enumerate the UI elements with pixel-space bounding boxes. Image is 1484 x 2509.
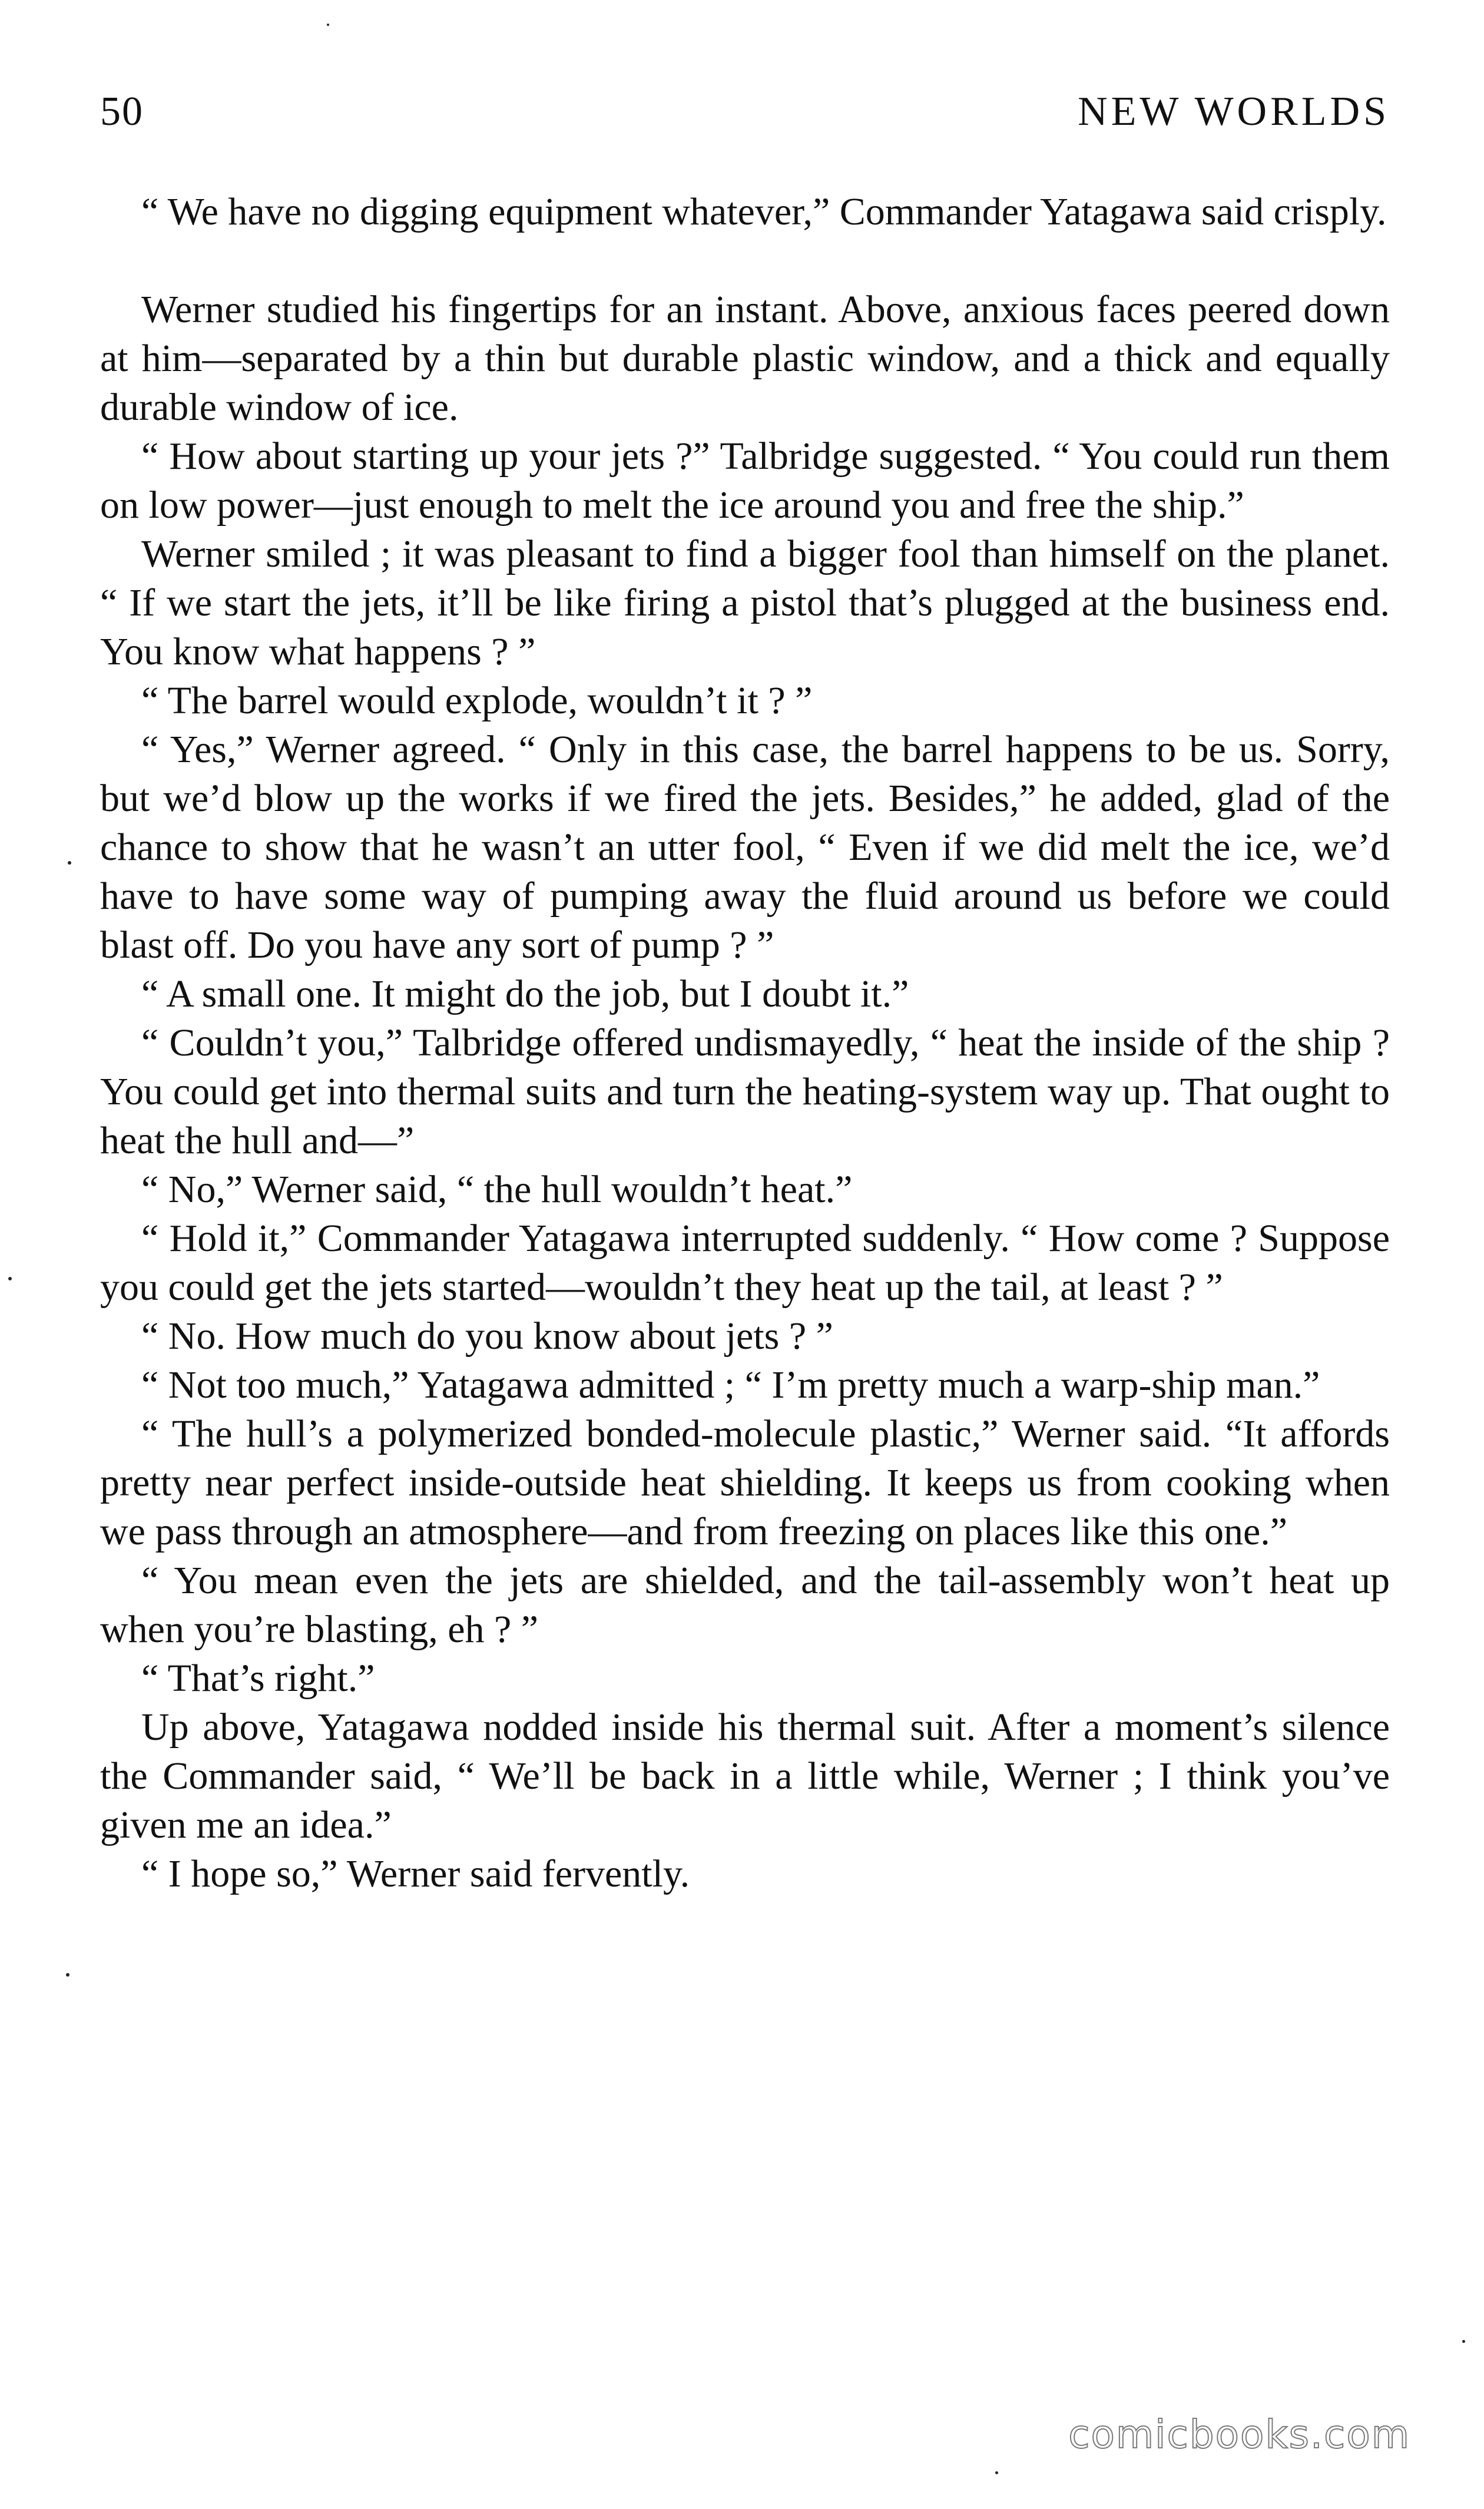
paragraph: “ No,” Werner said, “ the hull wouldn’t heat.” — [141, 1168, 853, 1211]
paragraph: “ That’s right.” — [141, 1657, 375, 1700]
paragraph: “ Not too much,” Yatagawa admitted ; “ I’m pretty much a warp-ship man.” — [141, 1363, 1320, 1406]
paragraph: “ You mean even the jets are shielded, and the tail-assembly won’t heat up when you’re blasting, eh ? ” — [100, 1559, 1390, 1651]
page-number: 50 — [100, 89, 144, 134]
print-speck — [66, 1973, 69, 1977]
paragraph: “ We have no digging equipment whatever,” Commander Yatagawa said crisply. — [141, 190, 1387, 233]
print-speck — [68, 861, 71, 865]
paragraph: Werner smiled ; it was pleasant to find a bigger fool than himself on the planet. “ If we start the jets, it’ll be like firing a pistol that’s plugged at the business end. You know what happens ? ” — [100, 532, 1390, 673]
print-speck — [327, 24, 329, 26]
paragraph: “ A small one. It might do the job, but I doubt it.” — [141, 972, 909, 1015]
print-speck — [995, 2471, 998, 2474]
paragraph: “ Yes,” Werner agreed. “ Only in this case, the barrel happens to be us. Sorry, but we’d blow up the works if we fired the jets. Besides,” he added, glad of the chance to show that he wasn’t an utter fool, “ Even if we did melt the ice, we’d have to have some way of pumping away the fluid around us before we could blast off. Do you have any sort of pump ? ” — [100, 728, 1390, 966]
page-body — [100, 187, 1390, 1898]
paragraph: “ Hold it,” Commander Yatagawa interrupted suddenly. “ How come ? Suppose you could get the jets started—wouldn’t they heat up the tail, at least ? ” — [100, 1217, 1390, 1309]
running-head: NEW WORLDS — [1078, 89, 1390, 134]
paragraph: “ The hull’s a polymerized bonded-molecule plastic,” Werner said. “It affords pretty near perfect inside-outside heat shielding. It keeps us from cooking when we pass through an atmosphere—and from freezing on places like this one.” — [100, 1412, 1390, 1553]
paragraph: “ Couldn’t you,” Talbridge offered undismayedly, “ heat the inside of the ship ? You could get into thermal suits and turn the heating-system way up. That ought to heat the hull and—” — [100, 1021, 1390, 1162]
paragraph: “ No. How much do you know about jets ? ” — [141, 1315, 833, 1358]
paragraph: “ The barrel would explode, wouldn’t it ? ” — [141, 679, 813, 722]
paragraph: Up above, Yatagawa nodded inside his thermal suit. After a moment’s silence the Commander said, “ We’ll be back in a little while, Werner ; I think you’ve given me an idea.” — [100, 1706, 1390, 1846]
print-speck — [1462, 2340, 1465, 2343]
print-speck — [8, 1277, 12, 1280]
paragraph: Werner studied his fingertips for an instant. Above, anxious faces peered down at him—separated by a thin but durable plastic window, and a thick and equally durable window of ice. — [100, 288, 1390, 429]
page-header — [100, 88, 1390, 153]
site-watermark: comicbooks.com — [1068, 2412, 1410, 2457]
paragraph: “ How about starting up your jets ?” Talbridge suggested. “ You could run them on low power—just enough to melt the ice around you and free the ship.” — [100, 435, 1390, 527]
paragraph: “ I hope so,” Werner said fervently. — [141, 1852, 690, 1895]
